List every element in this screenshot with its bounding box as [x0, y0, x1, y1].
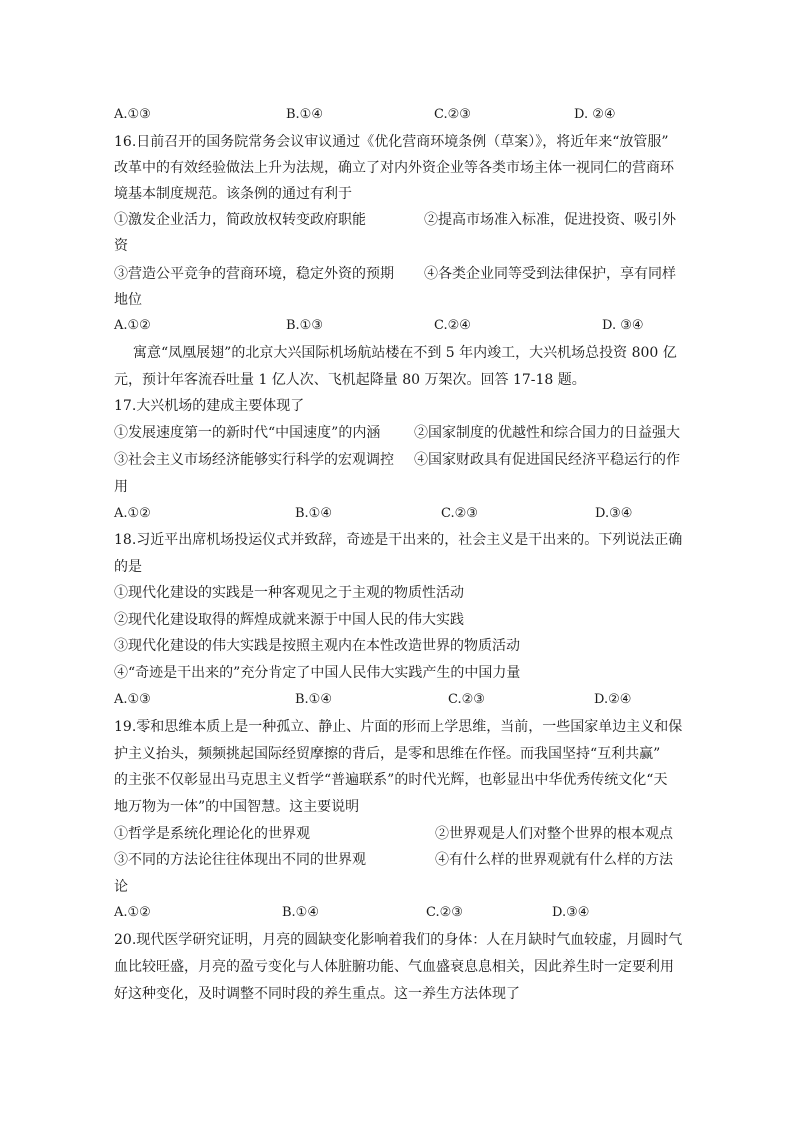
q17-item-3: ③社会主义市场经济能够实行科学的宏观调控 [114, 452, 394, 468]
q17-option-c[interactable]: C.②③ [441, 506, 478, 521]
q18-item-4: ④“奇迹是干出来的”充分肯定了中国人民伟大实践产生的中国力量 [114, 665, 521, 681]
q17-option-d[interactable]: D.③④ [595, 506, 633, 521]
q16-item-1: ①激发企业活力，简政放权转变政府职能 [114, 212, 366, 228]
q16-item-2: ②提高市场准入标准，促进投资、吸引外 [424, 212, 676, 228]
q19-item-4: ④有什么样的世界观就有什么样的方法 [435, 852, 673, 868]
q16-stem-line-2: 改革中的有效经验做法上升为法规，确立了对内外资企业等各类市场主体一视同仁的营商环 [114, 160, 674, 176]
q18-option-c[interactable]: C.②③ [448, 692, 485, 707]
q20-stem-line-1: 20.现代医学研究证明，月亮的圆缺变化影响着我们的身体：人在月缺时气血较虚，月圆时气 [114, 932, 683, 948]
q16-item-2-cont: 资 [114, 238, 128, 254]
q17-stem: 17.大兴机场的建成主要体现了 [114, 398, 305, 414]
q17-item-1: ①发展速度第一的新时代“中国速度”的内涵 [114, 425, 381, 441]
q18-options [114, 690, 714, 710]
q17-options [114, 504, 714, 524]
q17-item-2: ②国家制度的优越性和综合国力的日益强大 [414, 425, 680, 441]
q19-option-c[interactable]: C.②③ [426, 905, 463, 920]
q17-item-4-cont: 用 [114, 479, 128, 495]
q19-item-4-cont: 论 [114, 879, 128, 895]
q18-stem-line-2: 的是 [114, 559, 142, 575]
q19-item-3: ③不同的方法论往往体现出不同的世界观 [114, 852, 366, 868]
q20-stem-line-3: 好这种变化，及时调整不同时段的养生重点。这一养生方法体现了 [114, 986, 520, 1002]
q15-option-b[interactable]: B.①④ [286, 107, 323, 122]
q17-option-a[interactable]: A.①② [114, 506, 151, 521]
q16-item-4-cont: 地位 [114, 292, 142, 308]
q19-option-b[interactable]: B.①④ [282, 905, 319, 920]
q19-stem-line-2: 护主义抬头，频频挑起国际经贸摩擦的背后，是零和思维在作怪。而我国坚持“互利共赢” [114, 746, 661, 762]
q17-option-b[interactable]: B.①④ [295, 506, 332, 521]
q16-option-a[interactable]: A.①② [114, 318, 151, 333]
q18-item-3: ③现代化建设的伟大实践是按照主观内在本性改造世界的物质活动 [114, 638, 520, 654]
q15-options [114, 105, 714, 125]
q15-option-a[interactable]: A.①③ [114, 107, 151, 122]
q16-item-4: ④各类企业同等受到法律保护，享有同样 [424, 266, 676, 282]
q18-stem-line-1: 18.习近平出席机场投运仪式并致辞，奇迹是干出来的，社会主义是干出来的。下列说法正确 [114, 532, 683, 548]
q19-stem-line-1: 19.零和思维本质上是一种孤立、静止、片面的形而上学思维，当前，一些国家单边主义和保 [114, 719, 683, 735]
q18-option-d[interactable]: D.②④ [594, 692, 632, 707]
material-line-1: 寓意“凤凰展翅”的北京大兴国际机场航站楼在不到 5 年内竣工，大兴机场总投资 800 亿 [133, 345, 677, 361]
q19-item-2: ②世界观是人们对整个世界的根本观点 [435, 826, 673, 842]
q16-options [114, 316, 714, 336]
q16-stem-line-3: 境基本制度规范。该条例的通过有利于 [114, 186, 352, 202]
q20-stem-line-2: 血比较旺盛，月亮的盈亏变化与人体脏腑功能、气血盛衰息息相关，因此养生时一定要利用 [114, 959, 674, 975]
q16-item-3: ③营造公平竞争的营商环境，稳定外资的预期 [114, 266, 394, 282]
q16-option-b[interactable]: B.①③ [286, 318, 323, 333]
q19-option-d[interactable]: D.③④ [552, 905, 590, 920]
q19-item-1: ①哲学是系统化理论化的世界观 [114, 826, 310, 842]
q18-item-2: ②现代化建设取得的辉煌成就来源于中国人民的伟大实践 [114, 612, 464, 628]
q16-option-c[interactable]: C.②④ [434, 318, 471, 333]
q16-option-d[interactable]: D. ③④ [602, 318, 644, 333]
q18-option-b[interactable]: B.①④ [295, 692, 332, 707]
q15-option-d[interactable]: D. ②④ [574, 107, 616, 122]
material-line-2: 元，预计年客流吞吐量 1 亿人次、飞机起降量 80 万架次。回答 17-18 题。 [114, 372, 586, 388]
q15-option-c[interactable]: C.②③ [434, 107, 471, 122]
q17-item-4: ④国家财政具有促进国民经济平稳运行的作 [414, 452, 680, 468]
q18-option-a[interactable]: A.①③ [114, 692, 151, 707]
q18-item-1: ①现代化建设的实践是一种客观见之于主观的物质性活动 [114, 585, 464, 601]
q16-stem-line-1: 16.日前召开的国务院常务会议审议通过《优化营商环境条例（草案）》，将近年来“放管服” [114, 134, 669, 150]
q19-stem-line-4: 地万物为一体”的中国智慧。这主要说明 [114, 799, 360, 815]
q19-stem-line-3: 的主张不仅彰显出马克思主义哲学“普遍联系”的时代光辉，也彰显出中华优秀传统文化“天 [114, 772, 668, 788]
q19-options [114, 903, 714, 923]
q19-option-a[interactable]: A.①② [114, 905, 151, 920]
